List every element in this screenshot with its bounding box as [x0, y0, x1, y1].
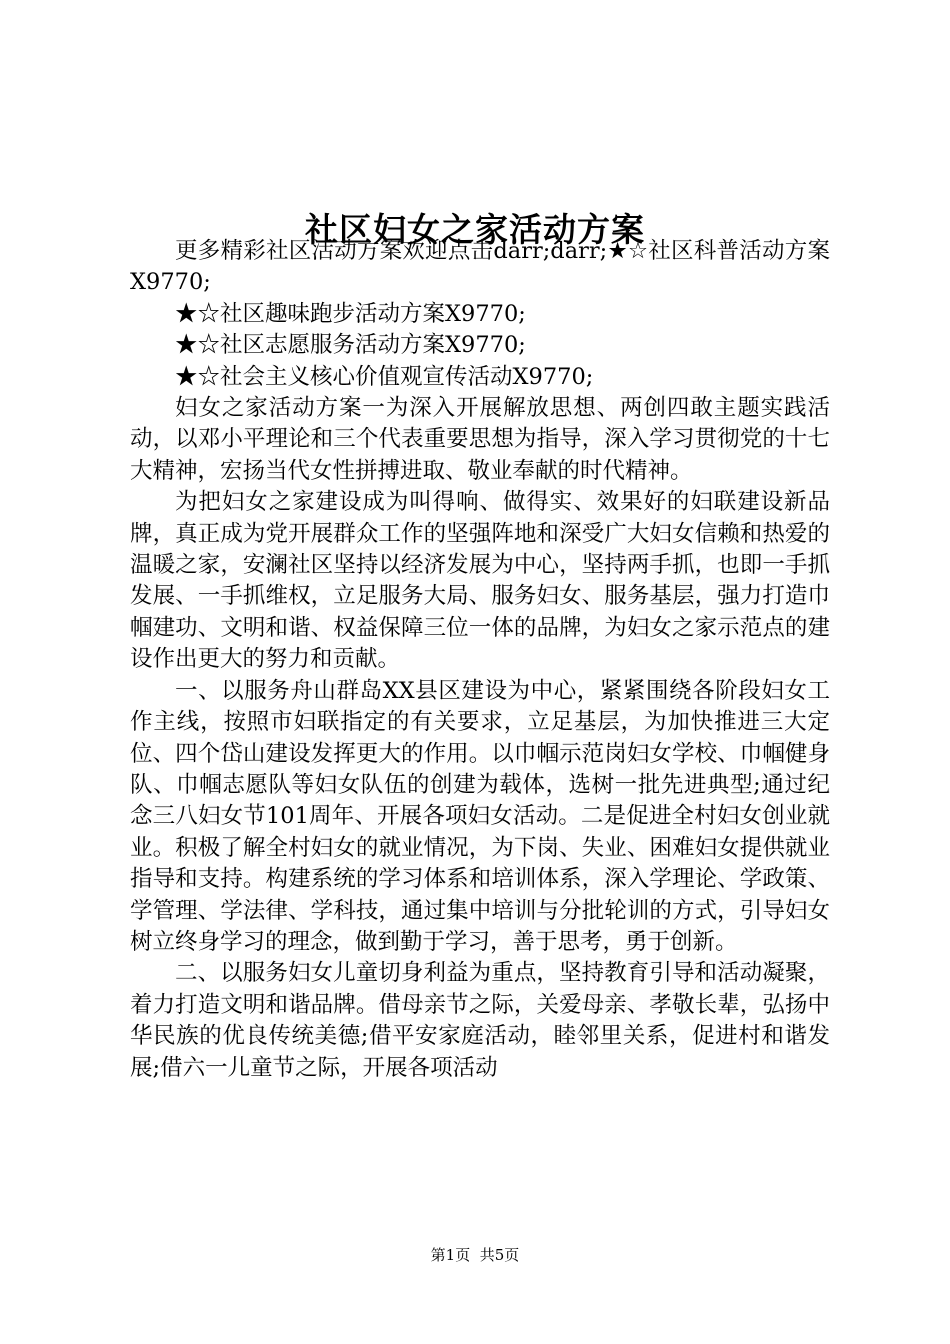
document-title: 社区妇女之家活动方案: [305, 210, 645, 250]
document-body: [130, 236, 830, 1084]
paragraph-intro: 更多精彩社区活动方案欢迎点击darr;darr;★☆社区科普活动方案X9770;: [130, 238, 830, 296]
paragraph-section-one: 一、以服务舟山群岛XX县区建设为中心，紧紧围绕各阶段妇女工作主线，按照市妇联指定的有关要求，立足基层，为加快推进三大定位、四个岱山建设发挥更大的作用。以巾帼示范岗妇女学校、巾帼健身队、巾帼志愿队等妇女队伍的创建为载体，选树一批先进典型;通过纪念三八妇女节101周年、开展各项妇女活动。二是促进全村妇女创业就业。积极了解全村妇女的就业情况，为下岗、失业、困难妇女提供就业指导和支持。构建系统的学习体系和培训体系，深入学理论、学政策、学管理、学法律、学科技，通过集中培训与分批轮训的方式，引导妇女树立终身学习的理念，做到勤于学习，善于思考，勇于创新。: [130, 677, 830, 955]
paragraph-link-running: ★☆社区趣味跑步活动方案X9770;: [175, 300, 526, 327]
page-footer: [0, 1244, 950, 1266]
paragraph-link-volunteer: ★☆社区志愿服务活动方案X9770;: [175, 332, 526, 359]
paragraph-plan-one: 妇女之家活动方案一为深入开展解放思想、两创四敢主题实践活动，以邓小平理论和三个代表重要思想为指导，深入学习贯彻党的十七大精神，宏扬当代女性拼搏进取、敬业奉献的时代精神。: [130, 395, 830, 484]
page-total: 共5页: [479, 1246, 520, 1264]
paragraph-brand: 为把妇女之家建设成为叫得响、做得实、效果好的妇联建设新品牌，真正成为党开展群众工作的坚强阵地和深受广大妇女信赖和热爱的温暖之家，安澜社区坚持以经济发展为中心，坚持两手抓，也即一手抓发展、一手抓维权，立足服务大局、服务妇女、服务基层，强力打造巾帼建功、文明和谐、权益保障三位一体的品牌，为妇女之家示范点的建设作出更大的努力和贡献。: [130, 489, 830, 673]
paragraph-link-values: ★☆社会主义核心价值观宣传活动X9770;: [175, 363, 594, 390]
page-number: 第1页: [430, 1246, 471, 1264]
paragraph-section-two: 二、以服务妇女儿童切身利益为重点，坚持教育引导和活动凝聚，着力打造文明和谐品牌。借母亲节之际，关爱母亲、孝敬长辈，弘扬中华民族的优良传统美德;借平安家庭活动，睦邻里关系，促进村和谐发展;借六一儿童节之际，开展各项活动: [130, 960, 830, 1081]
